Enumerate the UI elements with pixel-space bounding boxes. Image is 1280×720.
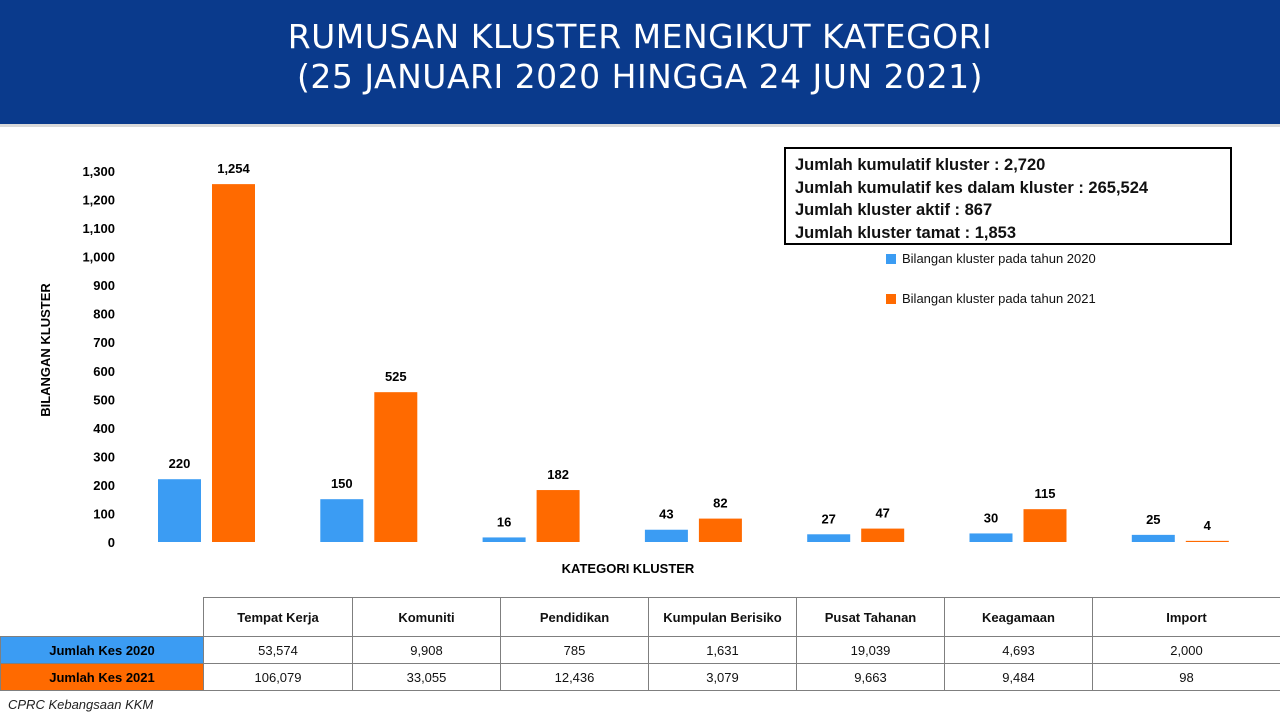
- bar-2021: [1186, 541, 1229, 542]
- y-axis-label: BILANGAN KLUSTER: [38, 283, 53, 417]
- data-label: 220: [168, 456, 191, 472]
- table-cell: 106,079: [204, 664, 353, 691]
- table-cell: 1,631: [649, 637, 797, 664]
- data-label: 43: [659, 506, 674, 522]
- bar-2020: [645, 530, 688, 542]
- y-tick-label: 700: [93, 335, 115, 351]
- table-cell: 19,039: [797, 637, 945, 664]
- table-cell: 98: [1093, 664, 1280, 691]
- table-header: Pendidikan: [501, 598, 649, 637]
- header-divider: [0, 124, 1280, 127]
- bar-2020: [158, 479, 201, 542]
- bar-2021: [537, 490, 580, 542]
- legend-item-2021: [886, 291, 1096, 306]
- y-tick-label: 600: [93, 363, 115, 379]
- table-cell: 785: [501, 637, 649, 664]
- bar-2020: [320, 499, 363, 542]
- table-header-row: [1, 598, 1280, 637]
- page-subtitle: (25 JANUARI 2020 HINGGA 24 JUN 2021): [297, 57, 983, 96]
- bar-2020: [807, 534, 850, 542]
- bar-2020: [483, 537, 526, 542]
- bar-2021: [1024, 509, 1067, 542]
- table-cell: 9,663: [797, 664, 945, 691]
- table-header: Pusat Tahanan: [797, 598, 945, 637]
- table-header: Tempat Kerja: [204, 598, 353, 637]
- bar-2021: [212, 184, 255, 542]
- y-tick-label: 400: [93, 420, 115, 436]
- row-label-2021: Jumlah Kes 2021: [1, 664, 204, 691]
- row-label-2020: Jumlah Kes 2020: [1, 637, 204, 664]
- y-tick-label: 100: [93, 506, 115, 522]
- bar-2021: [861, 529, 904, 542]
- y-tick-label: 1,200: [82, 192, 115, 208]
- y-tick-label: 300: [93, 449, 115, 465]
- title-banner: [0, 0, 1280, 124]
- legend-swatch-2021: [886, 294, 896, 304]
- table-header: Komuniti: [353, 598, 501, 637]
- table-header: Kumpulan Berisiko: [649, 598, 797, 637]
- table-corner: [1, 598, 204, 637]
- table-cell: 3,079: [649, 664, 797, 691]
- data-label: 27: [821, 511, 836, 527]
- y-tick-label: 500: [93, 392, 115, 408]
- summary-ended-clusters: Jumlah kluster tamat : 1,853: [795, 223, 1017, 242]
- y-tick-label: 200: [93, 477, 115, 493]
- data-label: 115: [1034, 486, 1056, 502]
- data-label: 1,254: [217, 161, 250, 177]
- summary-cumulative-clusters: Jumlah kumulatif kluster : 2,720: [795, 156, 1046, 174]
- data-label: 525: [384, 369, 407, 385]
- legend-label-2021: Bilangan kluster pada tahun 2021: [902, 291, 1096, 306]
- data-label: 16: [496, 514, 512, 530]
- summary-active-clusters: Jumlah kluster aktif : 867: [795, 201, 993, 219]
- y-tick-label: 1,000: [82, 249, 115, 265]
- data-label: 30: [983, 510, 999, 526]
- y-axis: [82, 164, 115, 550]
- table-cell: 4,693: [945, 637, 1093, 664]
- summary-cumulative-cases: Jumlah kumulatif kes dalam kluster : 265,524: [795, 178, 1149, 197]
- cases-table: [0, 597, 1280, 691]
- data-label: 182: [547, 467, 569, 483]
- page-title: RUMUSAN KLUSTER MENGIKUT KATEGORI: [287, 17, 993, 56]
- table-cell: 33,055: [353, 664, 501, 691]
- table-cell: 9,908: [353, 637, 501, 664]
- table-header: Keagamaan: [945, 598, 1093, 637]
- x-axis-label: KATEGORI KLUSTER: [561, 561, 695, 576]
- table-cell: 9,484: [945, 664, 1093, 691]
- y-tick-label: 0: [107, 535, 115, 550]
- data-label: 47: [875, 505, 890, 521]
- y-tick-label: 900: [93, 278, 115, 294]
- legend-swatch-2020: [886, 254, 896, 264]
- table-cell: 12,436: [501, 664, 649, 691]
- bar-2021: [374, 392, 417, 542]
- table-row: [1, 664, 1280, 691]
- y-tick-label: 1,100: [82, 221, 115, 237]
- bar-2020: [1132, 535, 1175, 542]
- data-label: 4: [1203, 517, 1211, 533]
- y-tick-label: 800: [93, 306, 115, 322]
- legend-item-2020: [886, 251, 1096, 266]
- summary-box: [784, 147, 1232, 245]
- table-header: Import: [1093, 598, 1280, 637]
- data-label: 25: [1146, 511, 1161, 527]
- legend-label-2020: Bilangan kluster pada tahun 2020: [902, 251, 1096, 266]
- data-label: 150: [330, 476, 353, 492]
- table-cell: 53,574: [204, 637, 353, 664]
- bar-2021: [699, 519, 742, 542]
- source-footer: CPRC Kebangsaan KKM: [8, 697, 154, 712]
- data-label: 82: [713, 495, 728, 511]
- y-tick-label: 1,300: [82, 164, 115, 179]
- table-row: [1, 637, 1280, 664]
- bar-2020: [970, 533, 1013, 542]
- table-cell: 2,000: [1093, 637, 1280, 664]
